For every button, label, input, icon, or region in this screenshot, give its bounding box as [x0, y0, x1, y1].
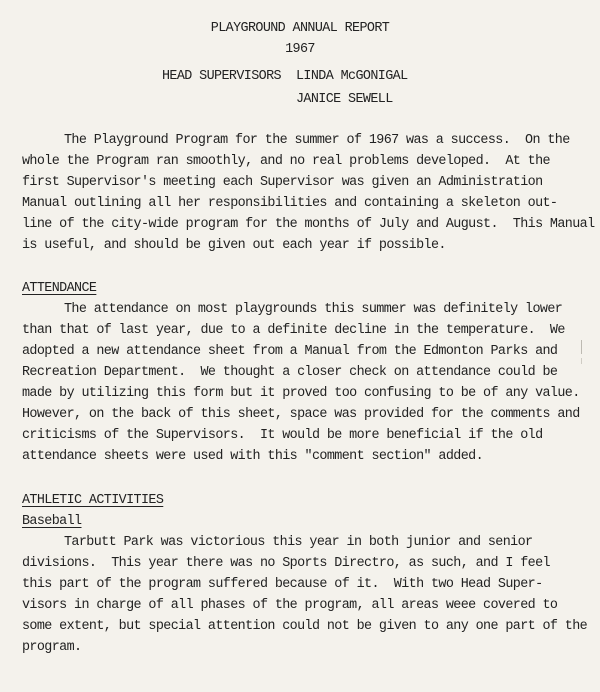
attendance-line: than that of last year, due to a definite decline in the temperature. We [22, 323, 565, 338]
attendance-line: Recreation Department. We thought a closer check on attendance could be [22, 365, 558, 380]
supervisors-label: HEAD SUPERVISORS [162, 69, 281, 84]
baseball-subheading: Baseball [22, 514, 82, 529]
athletic-line: visors in charge of all phases of the program, all areas weee covered to [22, 598, 558, 613]
intro-line: first Supervisor's meeting each Supervisor was given an Administration [22, 175, 543, 190]
attendance-line: However, on the back of this sheet, space was provided for the comments and [22, 407, 580, 422]
attendance-heading: ATTENDANCE [22, 281, 97, 296]
athletic-line: this part of the program suffered because of it. With two Head Super- [22, 577, 543, 592]
report-title: PLAYGROUND ANNUAL REPORT [210, 21, 390, 36]
margin-mark [581, 358, 582, 364]
attendance-line: made by utilizing this form but it proved too confusing to be of any value. [22, 386, 580, 401]
attendance-line: criticisms of the Supervisors. It would be more beneficial if the old [22, 428, 543, 443]
attendance-line: attendance sheets were used with this "comment section" added. [22, 449, 484, 464]
attendance-line: The attendance on most playgrounds this summer was definitely lower [64, 302, 563, 317]
intro-line: Manual outlining all her responsibilities and containing a skeleton out- [22, 196, 558, 211]
athletic-line: Tarbutt Park was victorious this year in both junior and senior [64, 535, 533, 550]
attendance-line: adopted a new attendance sheet from a Manual from the Edmonton Parks and [22, 344, 558, 359]
athletic-line: some extent, but special attention could not be given to any one part of the [22, 619, 588, 634]
supervisor-name-1: LINDA McGONIGAL [296, 69, 408, 84]
intro-line: whole the Program ran smoothly, and no real problems developed. At the [22, 154, 550, 169]
intro-line: line of the city-wide program for the months of July and August. This Manual [22, 217, 595, 232]
athletic-heading: ATHLETIC ACTIVITIES [22, 493, 164, 508]
athletic-line: divisions. This year there was no Sports Directro, as such, and I feel [22, 556, 550, 571]
intro-line: The Playground Program for the summer of 1967 was a success. On the [64, 133, 570, 148]
athletic-line: program. [22, 640, 82, 655]
report-year: 1967 [285, 42, 315, 57]
intro-line: is useful, and should be given out each year if possible. [22, 238, 446, 253]
supervisor-name-2: JANICE SEWELL [296, 92, 393, 107]
margin-mark [581, 340, 582, 354]
